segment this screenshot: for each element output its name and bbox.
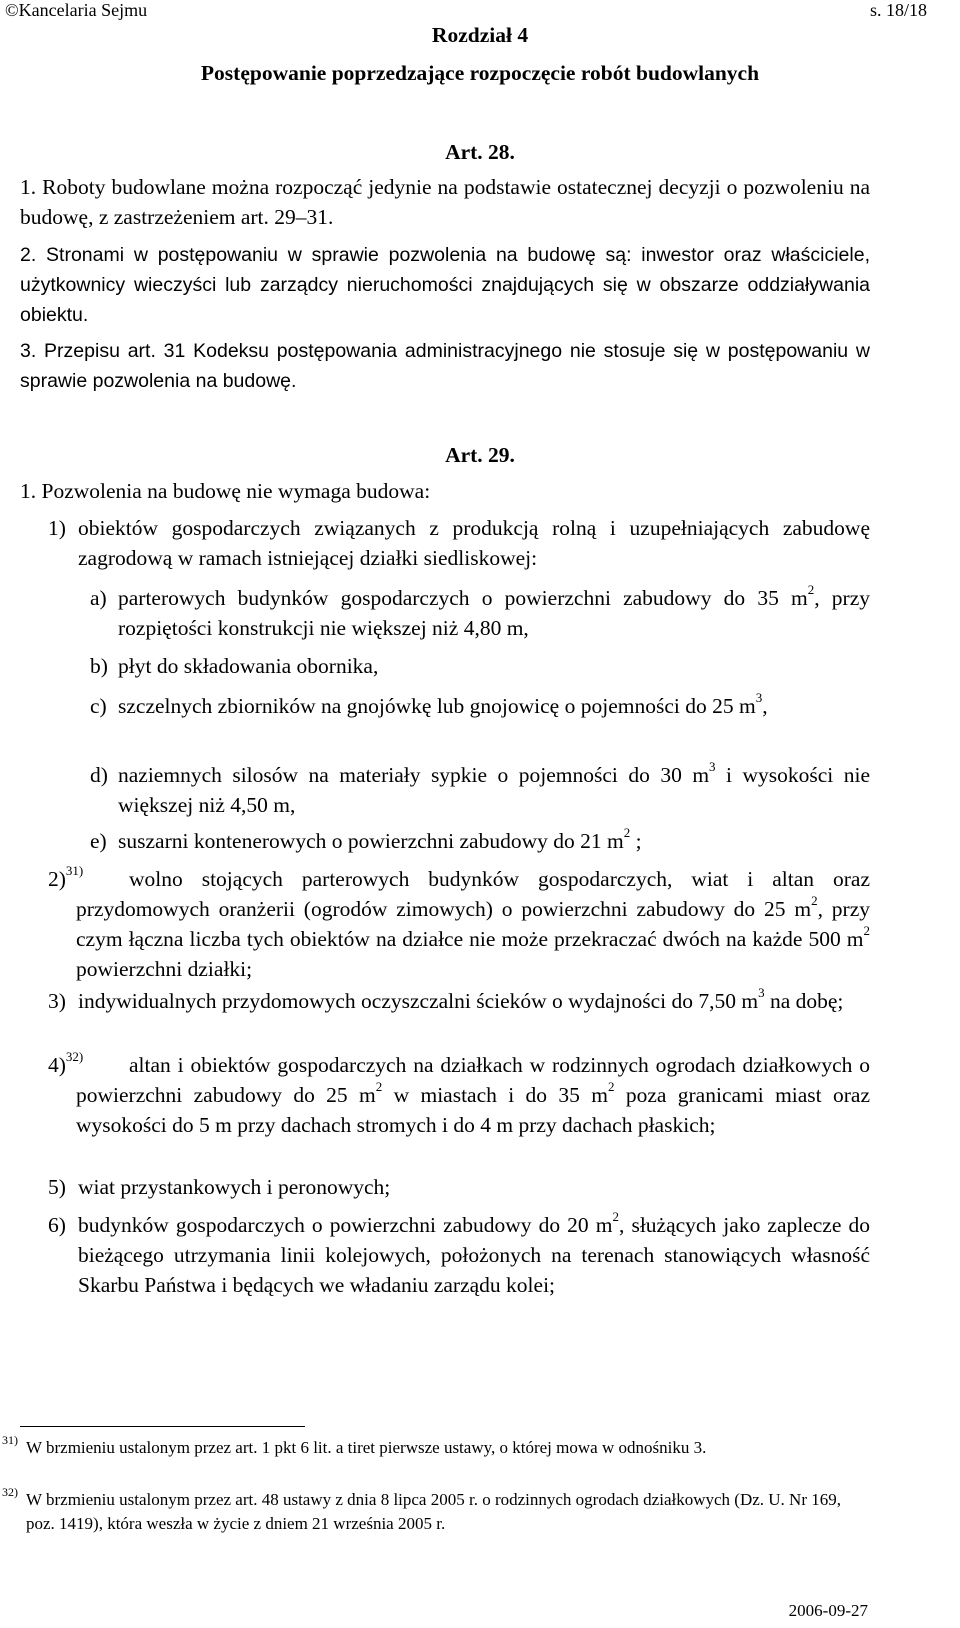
chapter-title: Rozdział 4	[431, 23, 529, 47]
superscript: 2	[811, 892, 818, 908]
superscript: 3	[709, 758, 716, 774]
footnote-31	[2, 1433, 870, 1460]
superscript: 3	[758, 984, 765, 1000]
sub-item-a	[90, 583, 870, 643]
art-28-heading: Art. 28.	[445, 140, 515, 164]
list-item-text: wiat przystankowych i peronowych;	[78, 1175, 391, 1199]
sub-item-text: parterowych budynków gospodarczych o powierzchni zabudowy do 35 $m^2$, przy rozpiętości konstrukcji nie większej niż 4,80 m,	[118, 581, 870, 640]
sub-item-letter: a)	[90, 586, 107, 610]
sub-item-text: szczelnych zbiorników na gnojówkę lub gnojowicę o pojemności do 25 $m^3$,	[118, 689, 768, 718]
footnote-text: W brzmieniu ustalonym przez art. 48 ustawy z dnia 8 lipca 2005 r. o rodzinnych ogrodach działkowych (Dz. U. Nr 169, poz. 1419), która weszła w życie z dniem 21 września 2005 r.	[26, 1490, 841, 1533]
list-item-number: 1)	[48, 516, 66, 540]
sub-item-letter: c)	[90, 694, 107, 718]
footer-date: 2006-09-27	[788, 1601, 868, 1620]
list-item-number: 6)	[48, 1213, 66, 1237]
chapter-subtitle: Postępowanie poprzedzające rozpoczęcie robót budowlanych	[200, 61, 760, 85]
list-item-text: obiektów gospodarczych związanych z produkcją rolną i uzupełniających zabudowę zagrodową w ramach istniejącej działki siedliskowej:	[78, 516, 870, 570]
sub-item-letter: d)	[90, 763, 108, 787]
list-item-4	[48, 1050, 870, 1140]
sub-item-e	[90, 826, 870, 856]
list-item-number: 5)	[48, 1175, 66, 1199]
list-item-number: 3)	[48, 989, 66, 1013]
footnote-32	[2, 1485, 870, 1536]
footnote-ref[interactable]: 31)	[65, 862, 84, 878]
art-28-par-2: 2. Stronami w postępowaniu w sprawie pozwolenia na budowę są: inwestor oraz właściciele, użytkownicy wieczyści lub zarządcy nieruchomości znajdujących się w obszarze oddziaływania obiektu.	[20, 244, 870, 326]
list-item-5	[48, 1172, 870, 1202]
list-item-number: 4)$^{32)}$	[48, 1048, 84, 1077]
sub-item-letter: b)	[90, 654, 108, 678]
footnote-mark: 31)	[2, 1433, 18, 1447]
sub-item-c	[90, 691, 870, 721]
superscript: 2	[375, 1078, 383, 1094]
list-item-6	[48, 1210, 870, 1300]
sub-item-letter: e)	[90, 829, 107, 853]
footnote-ref[interactable]: 32)	[65, 1048, 84, 1064]
sub-item-b	[90, 651, 870, 681]
sub-item-d	[90, 760, 870, 820]
sub-item-text: płyt do składowania obornika,	[118, 654, 379, 678]
footnote-divider	[20, 1426, 305, 1427]
art-28-par-1: 1. Roboty budowlane można rozpocząć jedynie na podstawie ostatecznej decyzji o pozwoleniu na budowę, z zastrzeżeniem art. 29–31.	[20, 175, 870, 229]
superscript: 3	[755, 689, 763, 705]
list-item-1	[48, 513, 870, 573]
footnote-text: W brzmieniu ustalonym przez art. 1 pkt 6 lit. a tiret pierwsze ustawy, o której mowa w odnośniku 3.	[26, 1438, 707, 1457]
superscript: 2	[863, 922, 870, 938]
header-page-number: s. 18/18	[869, 0, 927, 20]
footnote-mark: 32)	[2, 1485, 18, 1499]
art-29-heading: Art. 29.	[445, 443, 515, 467]
list-item-number: 2)$^{31)}$	[48, 862, 84, 891]
list-item-3	[48, 986, 870, 1016]
sub-item-text: naziemnych silosów na materiały sypkie o pojemności do 30 $m^3$ i wysokości nie większej niż 4,50 m,	[118, 758, 870, 817]
list-item-text: indywidualnych przydomowych oczyszczalni ścieków o wydajności do 7,50 $m^3$ na dobę;	[78, 984, 844, 1013]
sub-item-text: suszarni kontenerowych o powierzchni zabudowy do 21 $m^2$ ;	[118, 824, 642, 853]
superscript: 2	[607, 1078, 615, 1094]
list-item-text: altan i obiektów gospodarczych na działkach w rodzinnych ogrodach działkowych o powierzchni zabudowy do 25 $m^2$ w miastach i do 35 $m^2$ poza granicami miast oraz wysokości do 5 m przy dachach stromych i do 4 m przy dachach płaskich;	[76, 1053, 870, 1137]
superscript: 2	[807, 581, 815, 597]
superscript: 2	[612, 1208, 619, 1224]
art-28-par-3-text: 3. Przepisu art. 31 Kodeksu postępowania administracyjnego nie stosuje się w postępowaniu w sprawie pozwolenia na budowę.	[20, 340, 870, 392]
art-29-intro: 1. Pozwolenia na budowę nie wymaga budowa:	[20, 479, 431, 503]
list-item-2	[48, 864, 870, 984]
list-item-text: wolno stojących parterowych budynków gospodarczych, wiat i altan oraz przydomowych oranżerii (ogrodów zimowych) o powierzchni zabudowy do 25 $m^2$, przy czym łączna liczba tych obiektów na działce nie może przekraczać dwóch na każde 500 $m^2$ powierzchni działki;	[76, 867, 870, 981]
list-item-text: budynków gospodarczych o powierzchni zabudowy do 20 $m^2$, służących jako zaplecze do bieżącego utrzymania linii kolejowych, położonych na terenach stanowiących własność Skarbu Państwa i będących we władaniu zarządu kolei;	[78, 1208, 870, 1297]
art-28-par-3	[20, 336, 870, 396]
header-copyright: ©Kancelaria Sejmu	[5, 0, 148, 20]
superscript: 2	[623, 824, 631, 840]
